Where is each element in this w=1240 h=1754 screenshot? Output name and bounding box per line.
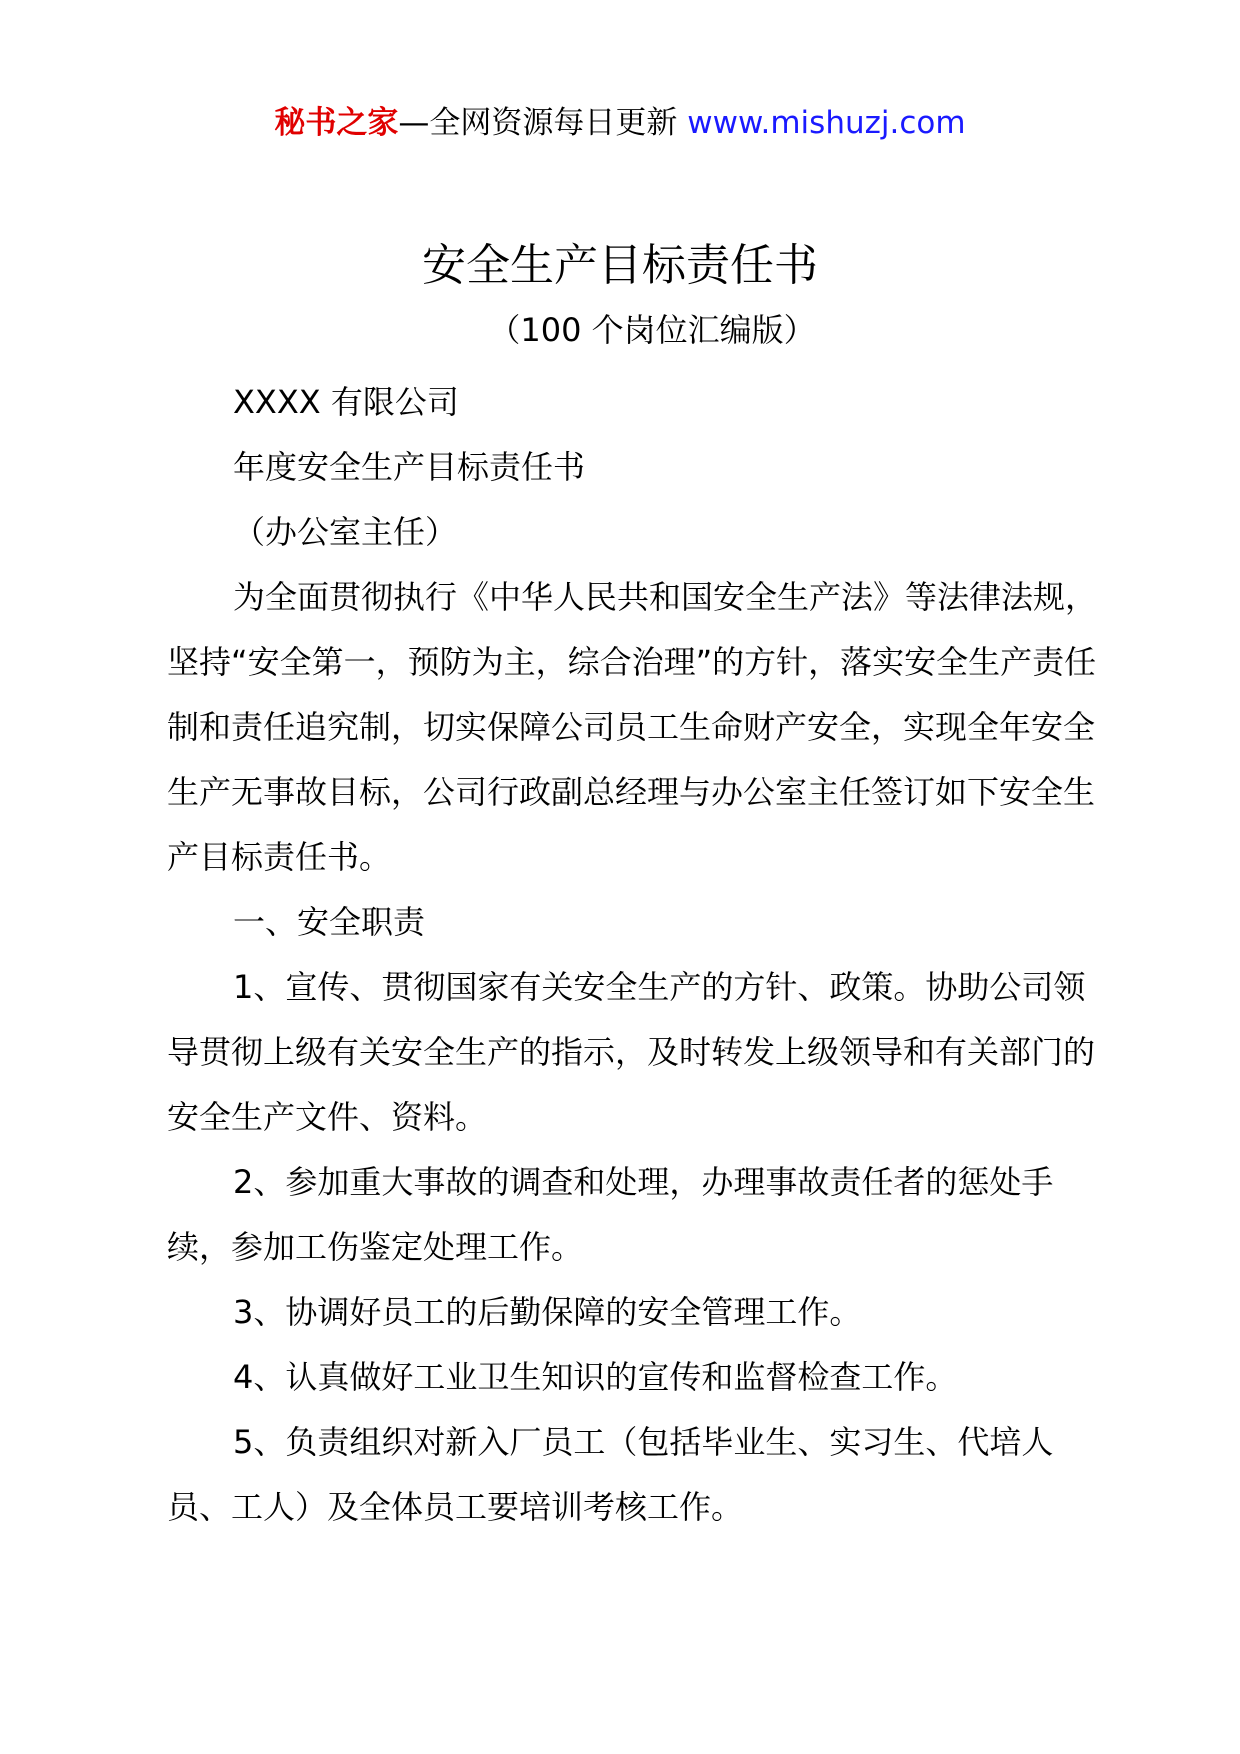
list-item: 1、宣传、贯彻国家有关安全生产的方针、政策。协助公司领导贯彻上级有关安全生产的指示，及时转发上级领导和有关部门的安全生产文件、资料。 [167, 968, 1096, 1136]
header-slogan: —全网资源每日更新 [398, 105, 688, 141]
list-item: 5、负责组织对新入厂员工（包括毕业生、实习生、代培人员、工人）及全体员工要培训考核工作。 [167, 1423, 1054, 1526]
list-item: 4、认真做好工业卫生知识的宣传和监督检查工作。 [233, 1358, 958, 1396]
document-subtitle: （100 个岗位汇编版） [488, 311, 816, 349]
document-title: 安全生产目标责任书 [422, 240, 818, 291]
list-item: 3、协调好员工的后勤保障的安全管理工作。 [233, 1293, 862, 1331]
brand-name: 秘书之家 [274, 105, 399, 141]
document-body [167, 370, 1107, 1540]
list-item: 2、参加重大事故的调查和处理，办理事故责任者的惩处手续，参加工伤鉴定处理工作。 [167, 1163, 1054, 1266]
position-title: （办公室主任） [233, 513, 458, 551]
site-header [0, 98, 1240, 148]
doc-name: 年度安全生产目标责任书 [233, 448, 586, 486]
intro-paragraph: 为全面贯彻执行《中华人民共和国安全生产法》等法律法规，坚持“安全第一，预防为主，综合治理”的方针，落实安全生产责任制和责任追究制，切实保障公司员工生命财产安全，实现全年安全生产无事故目标，公司行政副总经理与办公室主任签订如下安全生产目标责任书。 [167, 578, 1098, 876]
section-heading: 一、安全职责 [233, 903, 426, 941]
company-name: XXXX 有限公司 [233, 383, 459, 421]
website-link[interactable]: www.mishuzj.com [687, 105, 966, 141]
